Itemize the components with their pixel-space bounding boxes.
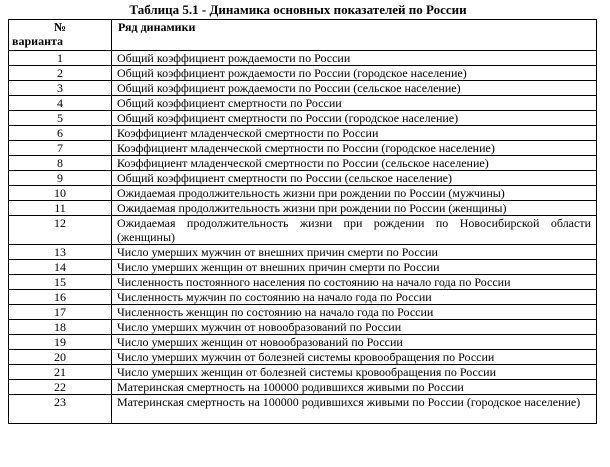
header-variant-number <box>9 20 112 51</box>
variant-number: 5 <box>9 111 112 126</box>
table-row <box>9 51 597 66</box>
variant-number: 15 <box>9 275 112 290</box>
series-name: Общий коэффициент смертности по России (городское население) <box>112 111 597 126</box>
variant-number: 8 <box>9 156 112 171</box>
series-name: Число умерших женщин от внешних причин смерти по России <box>112 260 597 275</box>
series-name: Число умерших мужчин от внешних причин смерти по России <box>112 245 597 260</box>
table-row <box>9 66 597 81</box>
table-row <box>9 156 597 171</box>
series-name: Общий коэффициент смертности по России (сельское население) <box>112 171 597 186</box>
table-row <box>9 186 597 201</box>
series-name: Общий коэффициент рождаемости по России (городское население) <box>112 66 597 81</box>
series-name: Число умерших женщин от болезней системы кровообращения по России <box>112 365 597 380</box>
variant-number: 1 <box>9 51 112 66</box>
table-row <box>9 141 597 156</box>
table-row <box>9 350 597 365</box>
table-row <box>9 395 597 424</box>
variant-number: 2 <box>9 66 112 81</box>
series-name: Число умерших мужчин от болезней системы кровообращения по России <box>112 350 597 365</box>
series-name: Численность женщин по состоянию на начало года по России <box>112 305 597 320</box>
series-name: Число умерших женщин от новообразований по России <box>112 335 597 350</box>
series-name: Общий коэффициент рождаемости по России <box>112 51 597 66</box>
series-name: Ожидаемая продолжительность жизни при рождении по России (мужчины) <box>112 186 597 201</box>
variant-number: 18 <box>9 320 112 335</box>
variant-number: 12 <box>9 216 112 245</box>
series-name: Численность мужчин по состоянию на начало года по России <box>112 290 597 305</box>
variant-number: 7 <box>9 141 112 156</box>
variant-number: 6 <box>9 126 112 141</box>
series-name: Материнская смертность на 100000 родившихся живыми по России (городское население) <box>112 395 597 424</box>
variant-number: 21 <box>9 365 112 380</box>
variant-number: 22 <box>9 380 112 395</box>
table-row <box>9 216 597 245</box>
variant-number: 11 <box>9 201 112 216</box>
table-row <box>9 81 597 96</box>
variant-number: 14 <box>9 260 112 275</box>
table-header-row <box>9 20 597 51</box>
variant-number: 16 <box>9 290 112 305</box>
variant-number: 17 <box>9 305 112 320</box>
series-name: Общий коэффициент смертности по России <box>112 96 597 111</box>
table-caption: Таблица 5.1 - Динамика основных показателей по России <box>129 2 467 17</box>
series-name: Число умерших мужчин от новообразований по России <box>112 320 597 335</box>
series-name: Материнская смертность на 100000 родившихся живыми по России <box>112 380 597 395</box>
table-row <box>9 305 597 320</box>
table-row <box>9 365 597 380</box>
variant-number: 3 <box>9 81 112 96</box>
table-row <box>9 290 597 305</box>
variant-number: 20 <box>9 350 112 365</box>
table-row <box>9 335 597 350</box>
series-name: Коэффициент младенческой смертности по России <box>112 126 597 141</box>
table-row <box>9 111 597 126</box>
variant-number: 13 <box>9 245 112 260</box>
series-name: Коэффициент младенческой смертности по России (городское население) <box>112 141 597 156</box>
variant-number: 10 <box>9 186 112 201</box>
header-number-sign: № <box>53 20 67 34</box>
variant-number: 23 <box>9 395 112 424</box>
table-row <box>9 96 597 111</box>
table-row <box>9 245 597 260</box>
table-row <box>9 126 597 141</box>
table-row <box>9 320 597 335</box>
series-name: Численность постоянного населения по состоянию на начало года по России <box>112 275 597 290</box>
variant-number: 4 <box>9 96 112 111</box>
header-series: Ряд динамики <box>112 20 597 51</box>
variant-number: 9 <box>9 171 112 186</box>
table-body <box>9 51 597 424</box>
table-row <box>9 171 597 186</box>
series-name: Ожидаемая продолжительность жизни при рождении по России (женщины) <box>112 201 597 216</box>
table-row <box>9 260 597 275</box>
variant-number: 19 <box>9 335 112 350</box>
dynamics-table <box>8 19 597 424</box>
table-row <box>9 201 597 216</box>
series-name: Общий коэффициент рождаемости по России (сельское население) <box>112 81 597 96</box>
series-name: Коэффициент младенческой смертности по России (сельское население) <box>112 156 597 171</box>
table-row <box>9 380 597 395</box>
header-variant-label: варианта <box>12 34 64 48</box>
table-row <box>9 275 597 290</box>
series-name: Ожидаемая продолжительность жизни при рождении по Новосибирской области (женщины) <box>112 216 597 245</box>
